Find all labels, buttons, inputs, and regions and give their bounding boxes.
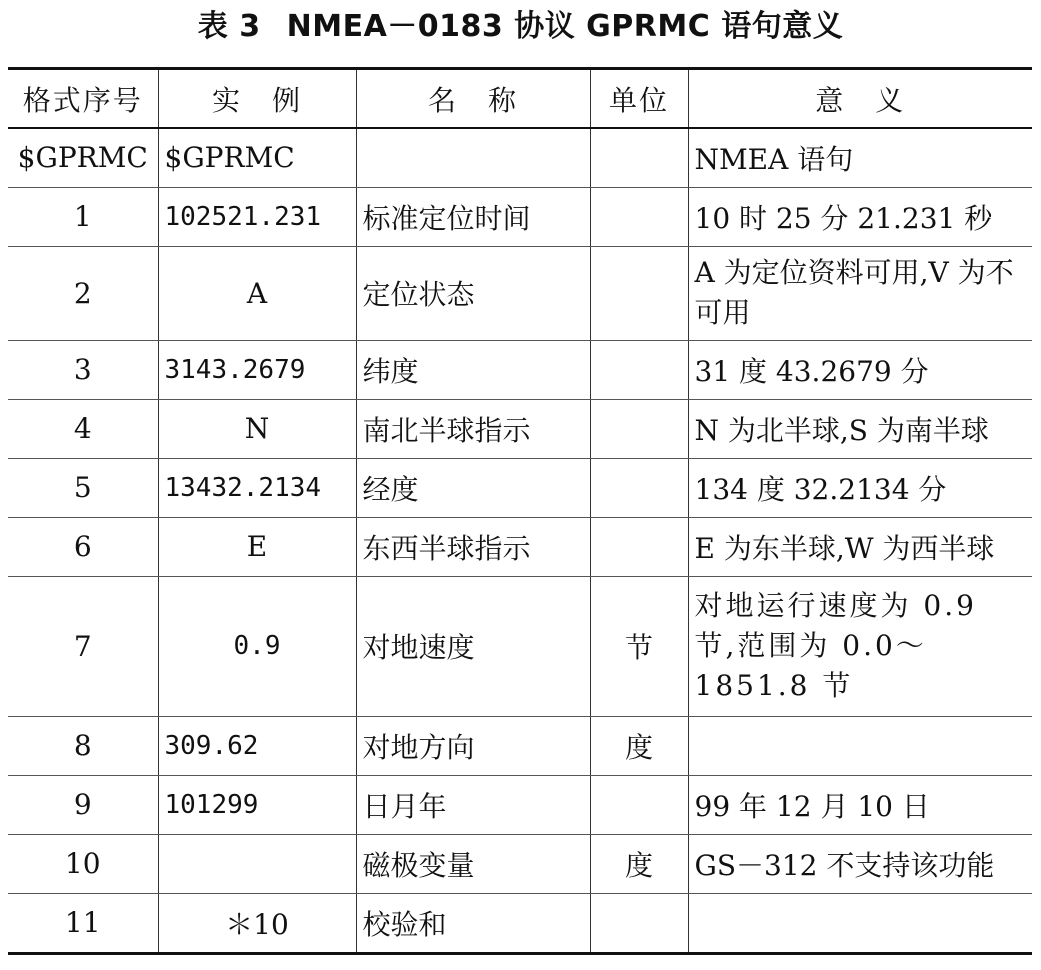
- cell-example: $GPRMC: [158, 128, 356, 187]
- table-caption: NMEA－0183 协议 GPRMC 语句意义: [286, 9, 844, 44]
- cell-meaning: A 为定位资料可用,V 为不可用: [688, 246, 1032, 340]
- cell-index: 8: [8, 716, 158, 775]
- cell-example: 3143.2679: [158, 340, 356, 399]
- cell-unit: [590, 340, 688, 399]
- cell-name: 定位状态: [356, 246, 590, 340]
- cell-name: 对地方向: [356, 716, 590, 775]
- cell-name: 日月年: [356, 775, 590, 834]
- header-name: 名 称: [356, 69, 590, 129]
- cell-meaning: 99 年 12 月 10 日: [688, 775, 1032, 834]
- cell-index: $GPRMC: [8, 128, 158, 187]
- table-row: [8, 187, 1032, 246]
- cell-meaning: 31 度 43.2679 分: [688, 340, 1032, 399]
- cell-meaning: 对地运行速度为 0.9 节,范围为 0.0～1851.8 节: [688, 576, 1032, 716]
- cell-meaning: E 为东半球,W 为西半球: [688, 517, 1032, 576]
- cell-example: 101299: [158, 775, 356, 834]
- cell-unit: 度: [590, 834, 688, 893]
- cell-unit: [590, 399, 688, 458]
- cell-meaning: 10 时 25 分 21.231 秒: [688, 187, 1032, 246]
- cell-name: [356, 128, 590, 187]
- table-row: [8, 246, 1032, 340]
- cell-example: N: [158, 399, 356, 458]
- cell-unit: [590, 458, 688, 517]
- cell-unit: [590, 187, 688, 246]
- table-row: [8, 399, 1032, 458]
- cell-name: 经度: [356, 458, 590, 517]
- gprmc-table: [8, 67, 1032, 955]
- cell-index: 11: [8, 893, 158, 953]
- cell-index: 2: [8, 246, 158, 340]
- cell-name: 磁极变量: [356, 834, 590, 893]
- cell-index: 3: [8, 340, 158, 399]
- cell-name: 纬度: [356, 340, 590, 399]
- header-unit: 单位: [590, 69, 688, 129]
- cell-name: 标准定位时间: [356, 187, 590, 246]
- cell-meaning: GS－312 不支持该功能: [688, 834, 1032, 893]
- cell-index: 6: [8, 517, 158, 576]
- cell-index: 9: [8, 775, 158, 834]
- table-row: [8, 716, 1032, 775]
- header-index: 格式序号: [8, 69, 158, 129]
- cell-index: 10: [8, 834, 158, 893]
- cell-example: ＊10: [158, 893, 356, 953]
- cell-index: 1: [8, 187, 158, 246]
- cell-meaning: NMEA 语句: [688, 128, 1032, 187]
- table-row: [8, 834, 1032, 893]
- cell-meaning: [688, 716, 1032, 775]
- cell-unit: 节: [590, 576, 688, 716]
- cell-example: E: [158, 517, 356, 576]
- cell-example: A: [158, 246, 356, 340]
- cell-unit: [590, 775, 688, 834]
- cell-unit: [590, 246, 688, 340]
- table-row: [8, 458, 1032, 517]
- table-header-row: [8, 69, 1032, 129]
- cell-index: 7: [8, 576, 158, 716]
- cell-name: 东西半球指示: [356, 517, 590, 576]
- cell-example: [158, 834, 356, 893]
- cell-meaning: [688, 893, 1032, 953]
- cell-index: 4: [8, 399, 158, 458]
- table-row: [8, 576, 1032, 716]
- cell-unit: [590, 893, 688, 953]
- header-meaning: 意 义: [688, 69, 1032, 129]
- cell-name: 对地速度: [356, 576, 590, 716]
- table-title: [0, 4, 1041, 50]
- cell-example: 102521.231: [158, 187, 356, 246]
- cell-meaning: N 为北半球,S 为南半球: [688, 399, 1032, 458]
- cell-name: 校验和: [356, 893, 590, 953]
- cell-name: 南北半球指示: [356, 399, 590, 458]
- cell-example: 13432.2134: [158, 458, 356, 517]
- cell-unit: 度: [590, 716, 688, 775]
- cell-example: 0.9: [158, 576, 356, 716]
- table-row: [8, 893, 1032, 953]
- table-number: 表 3: [197, 9, 261, 44]
- header-example: 实 例: [158, 69, 356, 129]
- cell-unit: [590, 128, 688, 187]
- table-row: [8, 775, 1032, 834]
- table-row: [8, 128, 1032, 187]
- table-row: [8, 340, 1032, 399]
- cell-example: 309.62: [158, 716, 356, 775]
- cell-unit: [590, 517, 688, 576]
- table-row: [8, 517, 1032, 576]
- cell-meaning: 134 度 32.2134 分: [688, 458, 1032, 517]
- cell-index: 5: [8, 458, 158, 517]
